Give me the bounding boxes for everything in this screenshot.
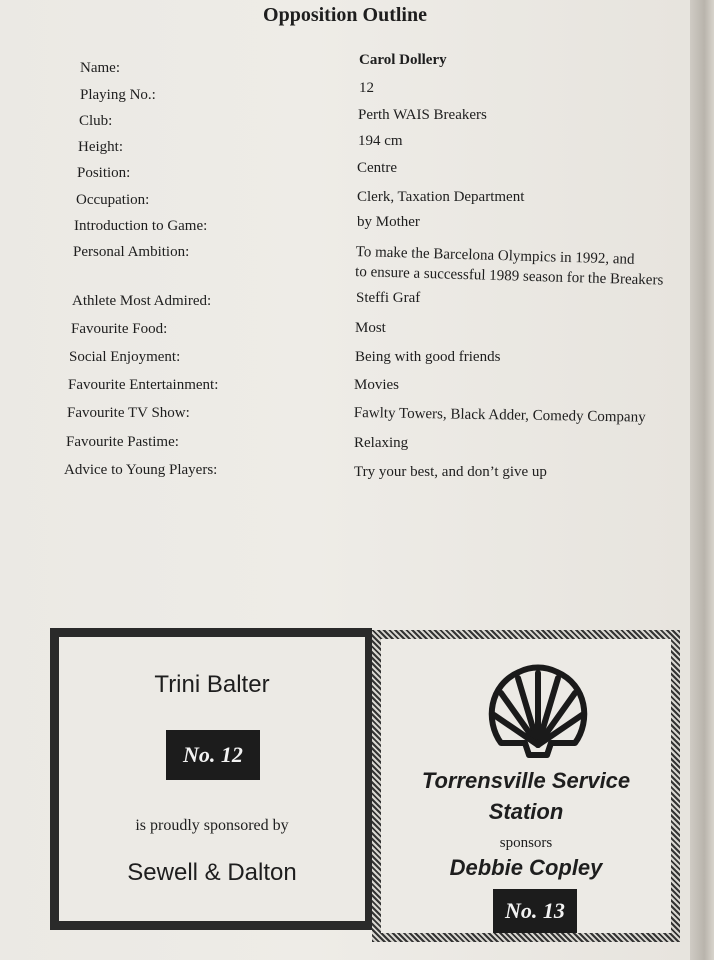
label-name: Name: xyxy=(80,60,120,76)
value-favourite-pastime: Relaxing xyxy=(354,435,409,451)
sponsored-player-name: Debbie Copley xyxy=(449,855,603,880)
label-height: Height: xyxy=(78,139,123,155)
value-club: Perth WAIS Breakers xyxy=(358,107,487,123)
player-number-badge: No. 13 xyxy=(493,889,577,933)
value-name: Carol Dollery xyxy=(359,52,447,68)
value-advice: Try your best, and don’t give up xyxy=(354,464,547,480)
sponsored-by-text: is proudly sponsored by xyxy=(135,817,289,834)
value-introduction: by Mother xyxy=(357,214,420,230)
value-favourite-tv: Fawlty Towers, Black Adder, Comedy Company xyxy=(353,405,646,426)
label-favourite-entertainment: Favourite Entertainment: xyxy=(68,377,219,393)
value-position: Centre xyxy=(357,160,397,176)
value-personal-ambition xyxy=(355,242,664,291)
label-favourite-tv: Favourite TV Show: xyxy=(67,405,190,421)
sponsor-name: Sewell & Dalton xyxy=(127,859,297,886)
label-occupation: Occupation: xyxy=(76,192,150,208)
label-advice: Advice to Young Players: xyxy=(64,462,218,478)
label-athlete-admired: Athlete Most Admired: xyxy=(72,293,212,309)
sponsor-box-left xyxy=(50,628,372,930)
player-number-badge: No. 12 xyxy=(166,730,260,780)
value-social-enjoyment: Being with good friends xyxy=(355,349,501,365)
sponsor-box-right xyxy=(372,630,680,942)
label-favourite-pastime: Favourite Pastime: xyxy=(66,434,179,450)
value-height: 194 cm xyxy=(358,133,403,149)
value-athlete-admired: Steffi Graf xyxy=(356,290,421,306)
value-favourite-food: Most xyxy=(355,320,386,336)
page-title: Opposition Outline xyxy=(263,4,427,26)
label-social-enjoyment: Social Enjoyment: xyxy=(69,349,181,365)
ambition-line-1: To make the Barcelona Olympics in 1992, and xyxy=(355,243,635,268)
ambition-line-2: to ensure a successful 1989 season for the Breakers xyxy=(354,263,664,289)
label-favourite-food: Favourite Food: xyxy=(71,321,168,337)
sponsors-text: sponsors xyxy=(499,835,553,851)
value-occupation: Clerk, Taxation Department xyxy=(357,189,525,205)
label-introduction: Introduction to Game: xyxy=(74,218,208,234)
service-station-name xyxy=(381,765,671,827)
station-line-2: Station xyxy=(488,799,564,824)
sponsored-player-name: Trini Balter xyxy=(154,671,270,698)
label-personal-ambition: Personal Ambition: xyxy=(73,244,190,260)
label-club: Club: xyxy=(79,113,113,129)
label-playing-no: Playing No.: xyxy=(80,87,156,103)
book-spine xyxy=(690,0,714,960)
shell-icon xyxy=(485,663,591,759)
station-line-1: Torrensville Service xyxy=(421,768,631,793)
value-favourite-entertainment: Movies xyxy=(354,377,399,393)
label-position: Position: xyxy=(77,165,131,181)
value-playing-no: 12 xyxy=(359,80,374,96)
